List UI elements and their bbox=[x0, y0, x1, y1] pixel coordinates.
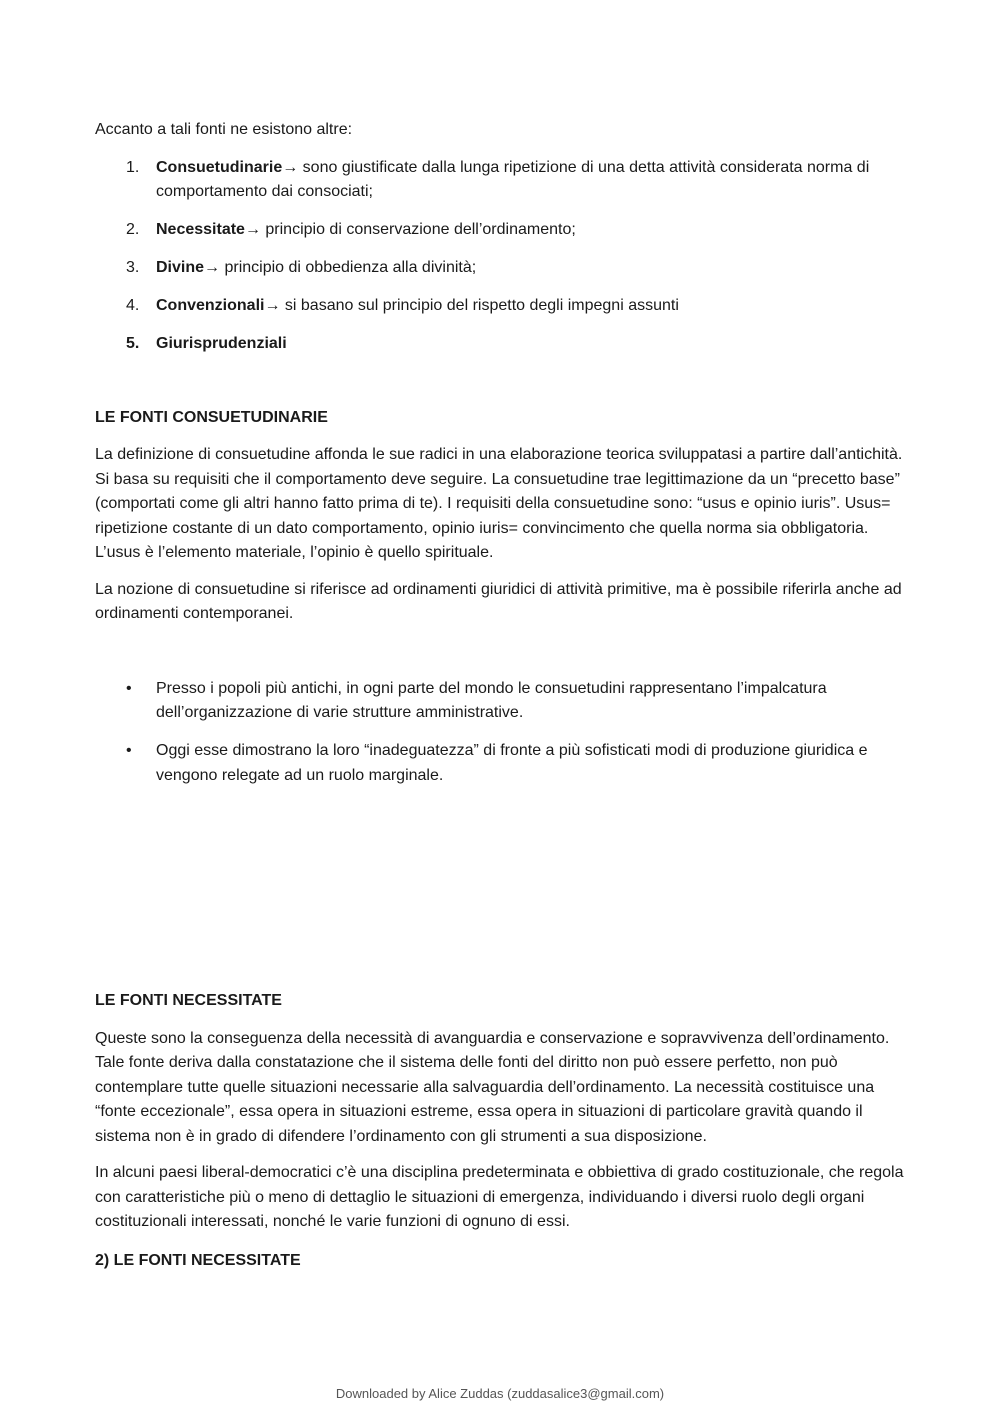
list-term: Necessitate bbox=[156, 221, 245, 238]
section-heading-necessitate: LE FONTI NECESSITATE bbox=[95, 992, 282, 1009]
list-term: Giurisprudenziali bbox=[156, 335, 287, 352]
list-item bbox=[95, 332, 905, 357]
intro-paragraph: Accanto a tali fonti ne esistono altre: bbox=[95, 121, 353, 138]
list-term: Consuetudinarie bbox=[156, 158, 283, 176]
list-number: 3. bbox=[126, 259, 140, 276]
section-heading-consuetudinarie: LE FONTI CONSUETUDINARIE bbox=[95, 408, 328, 426]
list-item bbox=[95, 218, 905, 243]
arrow-icon: → bbox=[282, 158, 299, 176]
bullet-text: Oggi esse dimostrano la loro “inadeguatezza” di fronte a più sofisticati modi di produzione giuridica e vengono relegate ad un ruolo marginale. bbox=[156, 742, 868, 784]
paragraph: In alcuni paesi liberal-democratici c’è una disciplina predeterminata e obbiettiva di grado costituzionale, che regola con caratteristiche più o meno di dettaglio le situazioni di emergenza, individuando i diversi ruolo degli organi costituzionali interessati, nonché le varie funzioni di ognuno di essi. bbox=[95, 1164, 904, 1230]
list-number: 4. bbox=[126, 297, 140, 314]
list-text: sono giustificate dalla lunga ripetizione di una detta attività considerata norma di comportamento dai consociati; bbox=[156, 158, 870, 200]
bullet-icon: • bbox=[126, 742, 132, 759]
list-item bbox=[95, 156, 905, 205]
paragraph: La definizione di consuetudine affonda le sue radici in una elaborazione teorica sviluppatasi a partire dall’antichità. Si basa su requisiti che il comportamento deve seguire. La consuetudine trae legittimazione da un “precetto base” (comportati come gli altri hanno fatto prima di te). I requisiti della consuetudine sono: “usus e opinio iuris”. Usus= ripetizione costante di un dato comportamento, opinio iuris= convincimento che quella norma sia obbligatoria. L’usus è l’elemento materiale, l’opinio è quello spirituale. bbox=[95, 446, 903, 561]
list-item bbox=[95, 677, 905, 726]
bullet-text: Presso i popoli più antichi, in ogni parte del mondo le consuetudini rappresentano l’impalcatura dell’organizzazione di varie strutture amministrative. bbox=[156, 679, 827, 721]
list-item bbox=[95, 294, 905, 319]
list-term: Convenzionali bbox=[156, 297, 265, 314]
list-text: principio di conservazione dell’ordinamento; bbox=[260, 221, 576, 238]
paragraph: Queste sono la conseguenza della necessità di avanguardia e conservazione e sopravvivenza dell’ordinamento. Tale fonte deriva dalla constatazione che il sistema delle fonti del diritto non può essere perfetto, non può contemplare tutte quelle situazioni necessarie alla salvaguardia dell’ordinamento. La necessità costituisce una “fonte eccezionale”, essa opera in situazioni estreme, essa opera in situazioni di particolare gravità quando il sistema non è in grado di difendere l’ordinamento con gli strumenti a sua disposizione. bbox=[95, 1029, 890, 1145]
paragraph: La nozione di consuetudine si riferisce ad ordinamenti giuridici di attività primitive, ma è possibile riferirla anche ad ordinamenti contemporanei. bbox=[95, 580, 902, 622]
arrow-icon: → bbox=[244, 221, 261, 238]
bullet-list bbox=[95, 677, 905, 789]
download-footer: Downloaded by Alice Zuddas (zuddasalice3@gmail.com) bbox=[335, 1386, 665, 1401]
list-number: 1. bbox=[126, 158, 140, 176]
bullet-icon: • bbox=[126, 679, 132, 697]
list-number: 2. bbox=[126, 221, 140, 238]
list-item bbox=[95, 256, 905, 281]
list-item bbox=[95, 739, 905, 788]
list-text: si basano sul principio del rispetto degli impegni assunti bbox=[280, 297, 679, 314]
arrow-icon: → bbox=[264, 297, 281, 314]
section-heading-necessitate-2: 2) LE FONTI NECESSITATE bbox=[95, 1251, 301, 1269]
arrow-icon: → bbox=[204, 259, 221, 276]
list-term: Divine bbox=[156, 259, 205, 276]
page-content bbox=[95, 118, 905, 1273]
list-number: 5. bbox=[126, 335, 140, 352]
sources-list bbox=[95, 156, 905, 357]
list-text: principio di obbedienza alla divinità; bbox=[220, 259, 477, 276]
